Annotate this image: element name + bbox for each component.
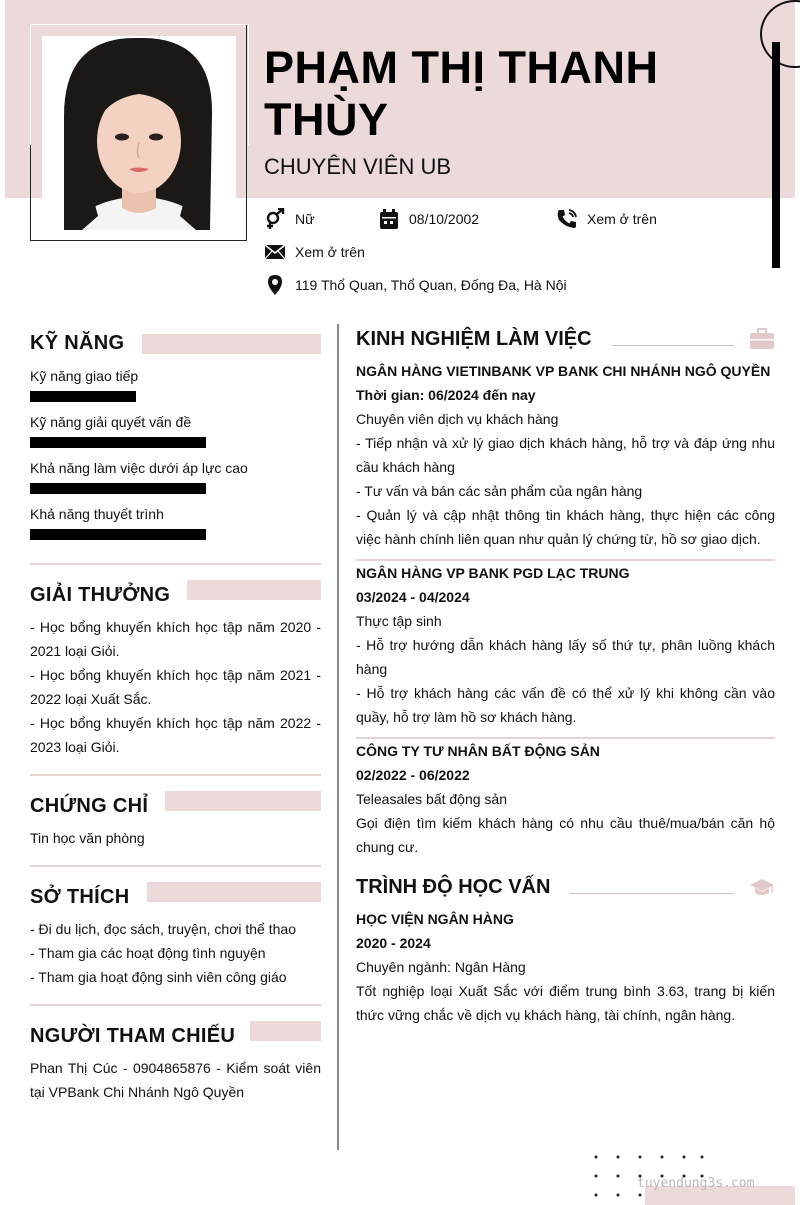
- education-description: Chuyên ngành: Ngân Hàng Tốt nghiệp loại Xuất Sắc với điểm trung bình 3.63, trang bị kiến thức vững chắc về dịch vụ khách hàng, tài chính, ngân hàng.: [356, 959, 775, 1023]
- job-time: 02/2022 - 06/2022: [356, 767, 470, 783]
- references-title: NGƯỜI THAM CHIẾU: [30, 1025, 236, 1047]
- awards-title-bar: [187, 580, 321, 600]
- certificates-text: Tin học văn phòng: [30, 830, 145, 846]
- gender-icon: [264, 208, 286, 230]
- section-divider: [30, 774, 321, 776]
- job-company: CÔNG TY TƯ NHÂN BẤT ĐỘNG SẢN: [356, 743, 600, 759]
- job-time: Thời gian: 06/2024 đến nay: [356, 387, 536, 403]
- skill-label: Khả năng thuyết trình: [30, 506, 164, 522]
- birthday-info: [378, 208, 479, 230]
- job-company: NGÂN HÀNG VIETINBANK VP BANK CHI NHÁNH NGÔ QUYỀN: [356, 363, 771, 379]
- hobbies-title: SỞ THÍCH: [30, 886, 130, 908]
- gender-info: [264, 208, 314, 230]
- awards-title: GIẢI THƯỞNG: [30, 584, 171, 606]
- phone-value: Xem ở trên: [587, 211, 657, 227]
- job-description: Chuyên viên dịch vụ khách hàng - Tiếp nhận và xử lý giao dịch khách hàng, hỗ trợ và đáp ứng nhu cầu khách hàng - Tư vấn và bán các sản phẩm của ngân hàng - Quản lý và cập nhật thông tin khách hàng, thực hiện các công việc hành chính liên quan như quản lý chứng từ, hồ sơ giao dịch.: [356, 411, 775, 547]
- skill-level-bar: [30, 483, 206, 494]
- birthday-value: 08/10/2002: [409, 211, 480, 227]
- job-time: 03/2024 - 04/2024: [356, 589, 470, 605]
- certificates-title-bar: [165, 791, 321, 811]
- education-title-line: [570, 893, 734, 894]
- skill-label: Khả năng làm việc dưới áp lực cao: [30, 460, 248, 476]
- references-title-bar: [250, 1021, 321, 1041]
- job-divider: [356, 737, 775, 739]
- skill-label: Kỹ năng giao tiếp: [30, 368, 139, 384]
- briefcase-icon: [749, 328, 775, 355]
- email-icon: [264, 241, 286, 263]
- education-title: TRÌNH ĐỘ HỌC VẤN: [356, 876, 551, 898]
- job-description: Thực tập sinh - Hỗ trợ hướng dẫn khách hàng lấy số thứ tự, phân luồng khách hàng - Hỗ trợ khách hàng các vấn đề có thể xử lý khi không cần vào quầy, hỗ trợ làm hồ sơ khách hàng.: [356, 613, 775, 725]
- phone-info: [556, 208, 657, 230]
- phone-icon: [556, 208, 578, 230]
- hobbies-text: - Đi du lịch, đọc sách, truyện, chơi thể thao - Tham gia các hoạt động tình nguyện - Tham gia hoạt động sinh viên công giáo: [30, 921, 296, 985]
- experience-title-line: [612, 345, 734, 346]
- column-separator: [337, 324, 339, 1150]
- experience-title: KINH NGHIỆM LÀM VIỆC: [356, 328, 592, 350]
- section-divider: [30, 563, 321, 565]
- skills-title-bar: [142, 334, 321, 354]
- gender-value: Nữ: [295, 211, 315, 227]
- awards-text: - Học bổng khuyến khích học tập năm 2020 - 2021 loại Giỏi. - Học bổng khuyến khích học tập năm 2021 - 2022 loại Xuất Sắc. - Học bổng khuyến khích học tập năm 2022 - 2023 loại Giỏi.: [30, 619, 321, 755]
- location-icon: [264, 274, 286, 296]
- address-info: [264, 274, 567, 296]
- section-divider: [30, 865, 321, 867]
- skills-title: KỸ NĂNG: [30, 332, 125, 354]
- calendar-icon: [378, 208, 400, 230]
- hobbies-title-bar: [147, 882, 321, 902]
- email-value: Xem ở trên: [295, 244, 365, 260]
- job-divider: [356, 559, 775, 561]
- certificates-title: CHỨNG CHỈ: [30, 795, 149, 817]
- education-time: 2020 - 2024: [356, 935, 431, 951]
- references-text: Phan Thị Cúc - 0904865876 - Kiểm soát viên tại VPBank Chi Nhánh Ngô Quyền: [30, 1060, 321, 1100]
- job-company: NGÂN HÀNG VP BANK PGD LẠC TRUNG: [356, 565, 630, 581]
- skill-level-bar: [30, 529, 206, 540]
- job-title: CHUYÊN VIÊN UB: [264, 154, 452, 179]
- avatar: [42, 36, 236, 230]
- address-value: 119 Thổ Quan, Thổ Quan, Đống Đa, Hà Nội: [295, 277, 567, 293]
- candidate-name: PHẠM THỊ THANH THÙY: [264, 42, 659, 145]
- skill-level-bar: [30, 437, 206, 448]
- section-divider: [30, 1004, 321, 1006]
- email-info: [264, 241, 365, 263]
- watermark: tuyendung3s.com: [637, 1176, 755, 1191]
- decorative-bar: [772, 42, 780, 268]
- education-school: HỌC VIỆN NGÂN HÀNG: [356, 911, 514, 927]
- job-description: Teleasales bất động sản Gọi điện tìm kiếm khách hàng có nhu cầu thuê/mua/bán căn hộ chung cư.: [356, 791, 775, 855]
- skill-level-bar: [30, 391, 136, 402]
- skill-label: Kỹ năng giải quyết vấn đề: [30, 414, 192, 430]
- graduation-cap-icon: [749, 876, 775, 903]
